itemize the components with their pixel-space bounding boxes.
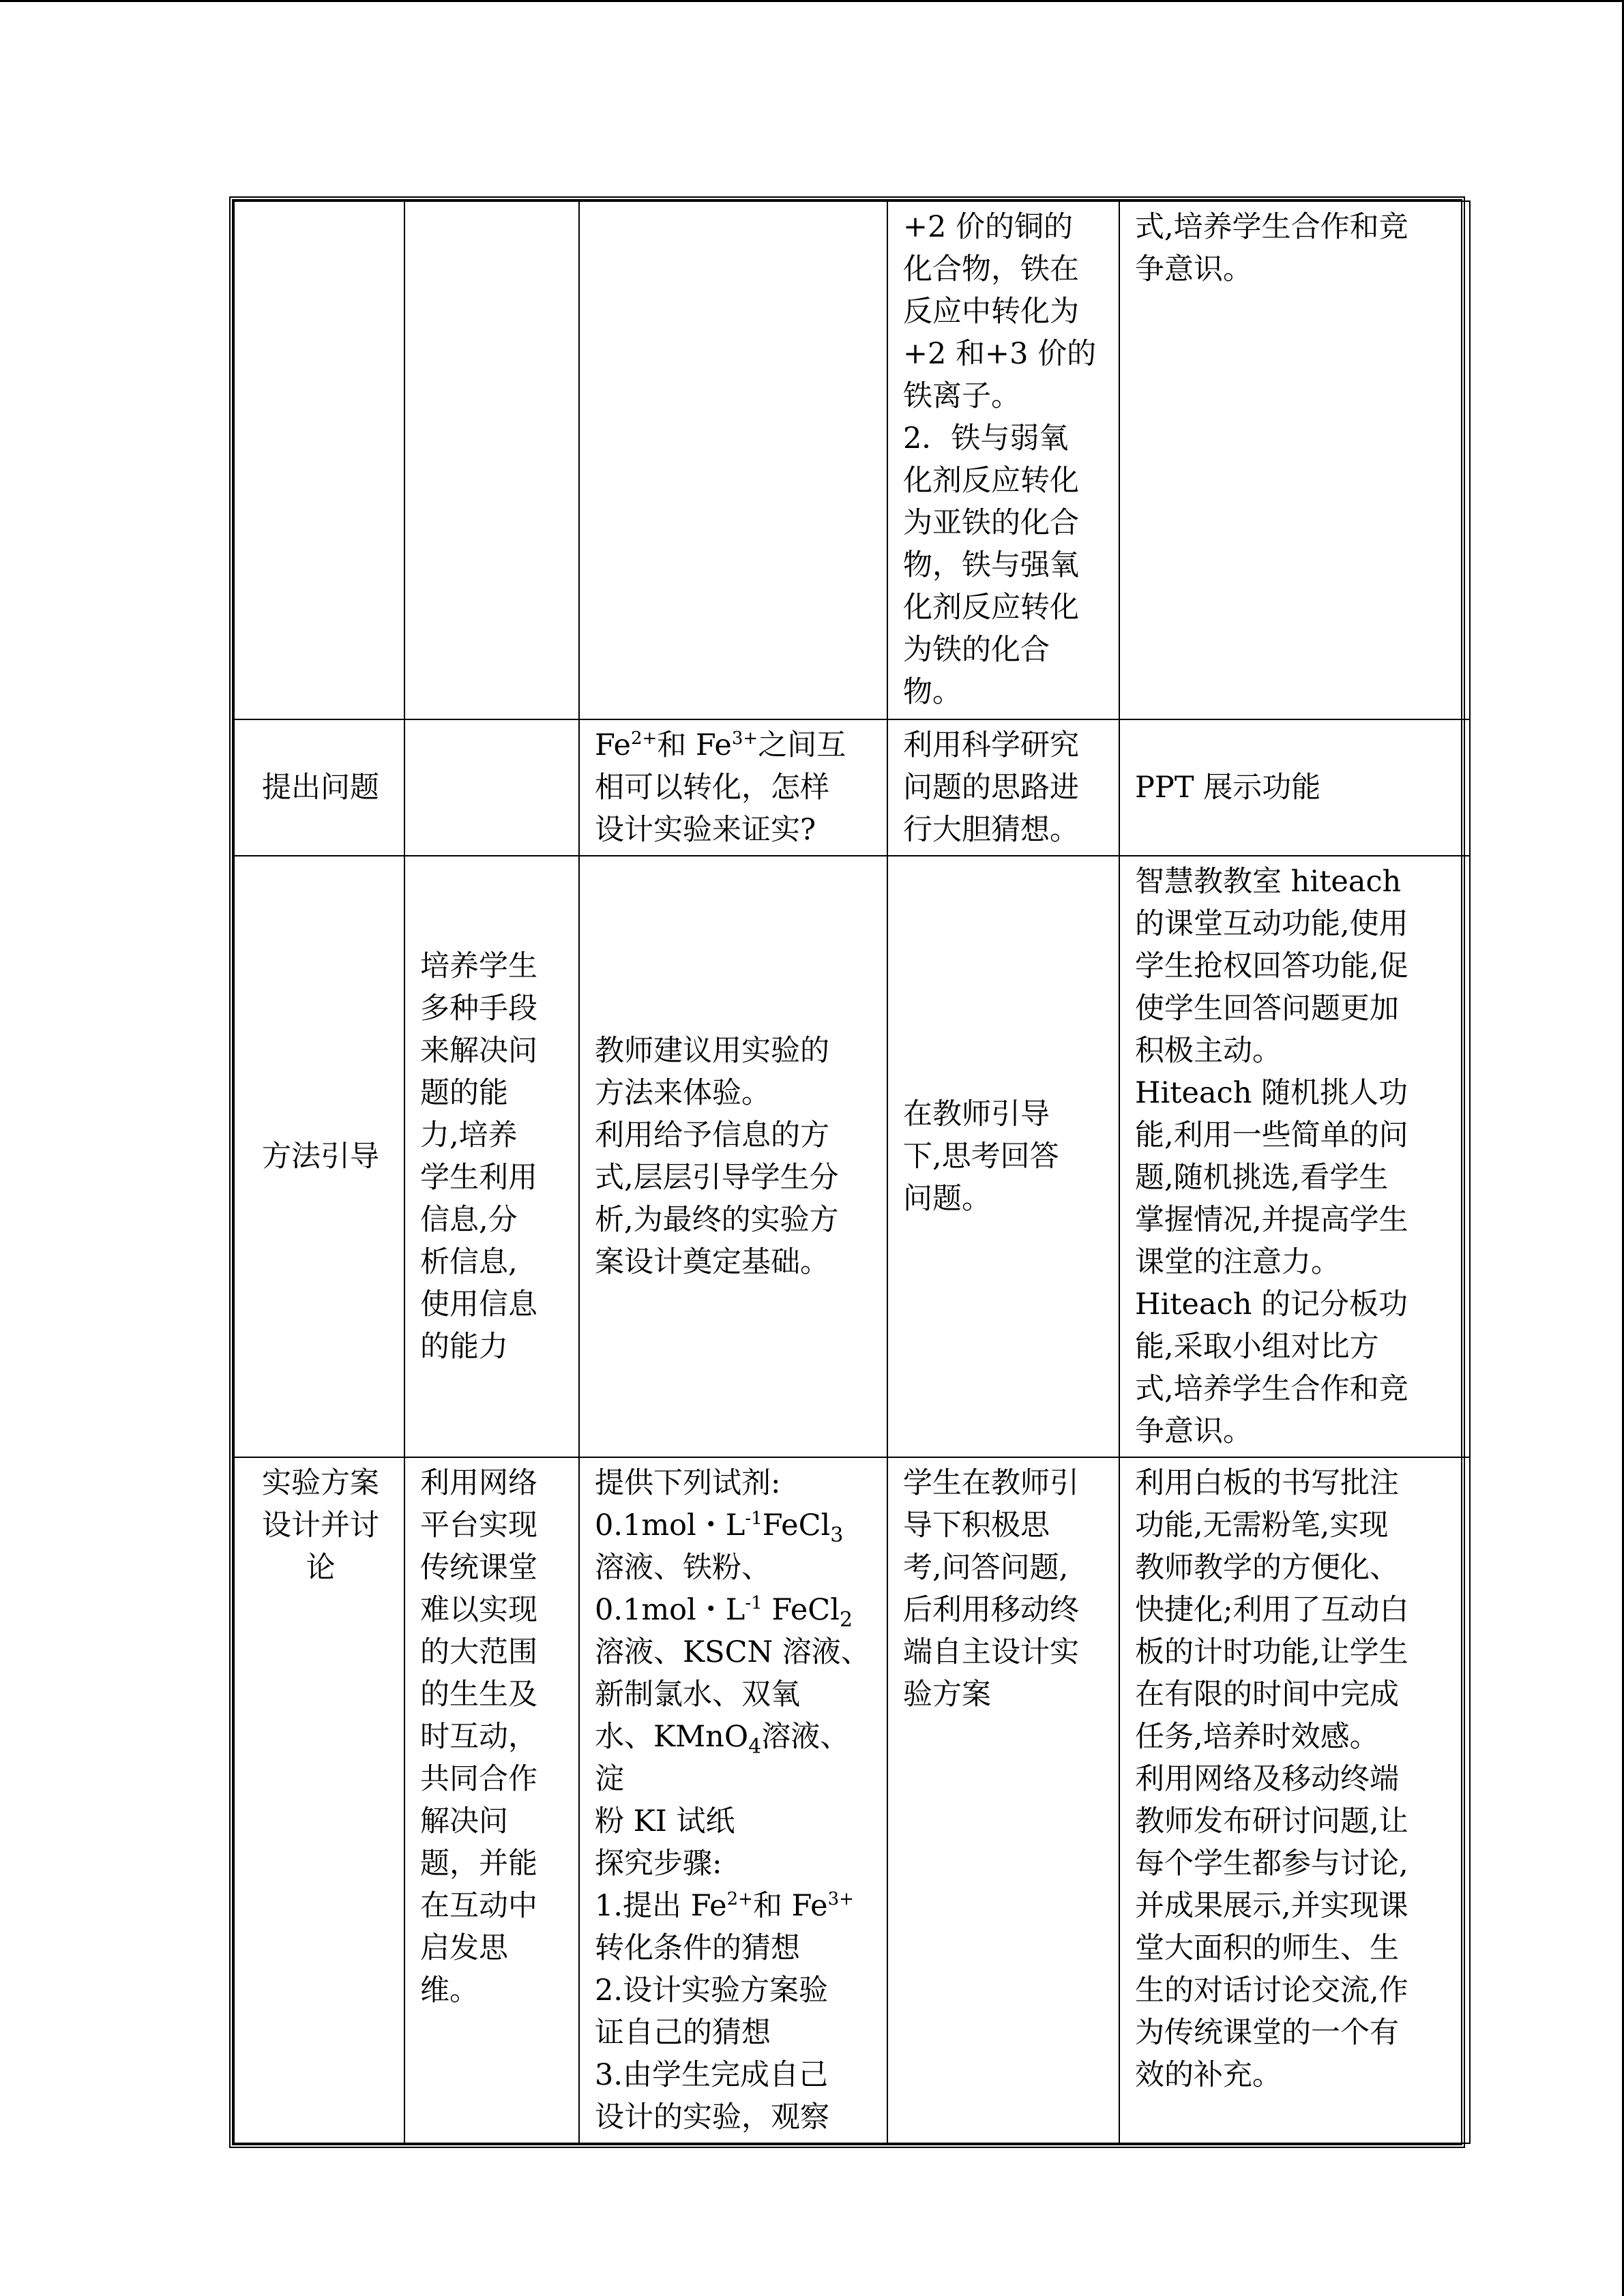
cell-goal — [404, 1457, 579, 2143]
text-line: 的大范围 — [420, 1635, 537, 1669]
text-line: 0.1mol・$L^{-1}FeCl_3$ — [595, 1508, 844, 1547]
text-line: 掌握情况,并提高学生 — [1135, 1203, 1408, 1237]
text-line: 在教师引导 — [903, 1097, 1050, 1131]
text-line: 析信息, — [420, 1245, 518, 1279]
text-line: 利用科学研究 — [903, 728, 1079, 762]
text-line: 设计的实验，观察 — [595, 2100, 829, 2134]
text-line: PPT 展示功能 — [1135, 771, 1321, 805]
text-line: 问题的思路进 — [903, 771, 1079, 805]
text-line: 2.设计实验方案验 — [595, 1973, 829, 2008]
cell-goal — [404, 856, 579, 1457]
text-line: 启发思 — [420, 1931, 508, 1965]
text-line: 能,利用一些简单的问 — [1135, 1118, 1408, 1152]
table-row — [234, 1457, 1470, 2143]
text-line: 2．铁与弱氧 — [903, 421, 1069, 456]
text-line: 物。 — [903, 675, 962, 709]
text-line: 在互动中 — [420, 1889, 537, 1923]
text-line: 式,培养学生合作和竞 — [1135, 210, 1408, 244]
text-line: 为铁的化合 — [903, 633, 1050, 667]
text-line: 化剂反应转化 — [903, 591, 1079, 625]
stage-label: 提出问题 — [262, 771, 379, 805]
text-line: 多种手段 — [420, 992, 537, 1026]
cell-teacher — [579, 1457, 887, 2143]
cell-student — [887, 856, 1119, 1457]
text-line: 难以实现 — [420, 1593, 537, 1627]
text-line: 导下积极思 — [903, 1508, 1050, 1542]
cell-teacher — [579, 719, 887, 856]
text-line: 任务,培养时效感。 — [1135, 1720, 1379, 1754]
text-line: 学生在教师引 — [903, 1466, 1079, 1500]
text-line: 验方案 — [903, 1678, 991, 1712]
text-line: 析,为最终的实验方 — [595, 1203, 839, 1237]
text-line: 效的补充。 — [1135, 2058, 1282, 2092]
text-line: 争意识。 — [1135, 252, 1252, 286]
text-line: 利用白板的书写批注 — [1135, 1466, 1399, 1500]
cell-student — [887, 1457, 1119, 2143]
table-row — [234, 856, 1470, 1457]
text-line: 提供下列试剂: — [595, 1466, 781, 1500]
text-line: 并成果展示,并实现课 — [1135, 1889, 1408, 1923]
page-top-border — [0, 0, 1624, 2]
text-line: 力,培养 — [420, 1118, 518, 1152]
text-line: 问题。 — [903, 1182, 991, 1216]
text-line: 题的能 — [420, 1076, 508, 1110]
text-line: 板的计时功能,让学生 — [1135, 1635, 1408, 1669]
text-line: 3.由学生完成自己 — [595, 2058, 829, 2092]
cell-teacher — [579, 201, 887, 719]
cell-student — [887, 719, 1119, 856]
text-line: 证自己的猜想 — [595, 2016, 771, 2050]
table-row — [234, 719, 1470, 856]
text-line: 的生生及 — [420, 1678, 537, 1712]
text-line: 为亚铁的化合 — [903, 506, 1079, 540]
text-line: 溶液、KSCN 溶液、 — [595, 1635, 870, 1669]
stage-label: 实验方案 — [262, 1466, 379, 1500]
text-line: 行大胆猜想。 — [903, 813, 1079, 847]
text-line: 生的对话讨论交流,作 — [1135, 1973, 1408, 2008]
text-line: 维。 — [420, 1973, 479, 2008]
text-line: 使用信息 — [420, 1287, 537, 1322]
text-line: 教师教学的方便化、 — [1135, 1551, 1399, 1585]
text-line: 信息,分 — [420, 1203, 518, 1237]
text-line: 水、KMnO$_4$溶液、淀 — [595, 1720, 850, 1796]
cell-tech — [1119, 201, 1470, 719]
text-line: 使学生回答问题更加 — [1135, 992, 1399, 1026]
text-line: +2 和+3 价的 — [903, 337, 1097, 371]
stage-label: 设计并讨 — [262, 1508, 379, 1542]
text-line: 教师建议用实验的 — [595, 1034, 829, 1068]
text-line: 解决问 — [420, 1804, 508, 1838]
text-line: 平台实现 — [420, 1508, 537, 1542]
cell-stage — [234, 856, 404, 1457]
text-line: 端自主设计实 — [903, 1635, 1079, 1669]
text-line: 1.提出 $Fe^{2+}$和 $Fe^{3+}$ — [595, 1889, 854, 1923]
text-line: 案设计奠定基础。 — [595, 1245, 829, 1279]
text-line: 探究步骤: — [595, 1847, 722, 1881]
text-line: 利用网络 — [420, 1466, 537, 1500]
cell-goal — [404, 719, 579, 856]
cell-tech — [1119, 719, 1470, 856]
text-line: 利用网络及移动终端 — [1135, 1762, 1399, 1796]
text-line: 式,培养学生合作和竞 — [1135, 1372, 1408, 1406]
text-line: 新制氯水、双氧 — [595, 1678, 800, 1712]
text-line: 学生抢权回答功能,促 — [1135, 949, 1408, 983]
text-line: 利用给予信息的方 — [595, 1118, 829, 1152]
stage-label: 方法引导 — [262, 1139, 379, 1174]
text-line: 教师发布研讨问题,让 — [1135, 1804, 1408, 1838]
text-line: 的课堂互动功能,使用 — [1135, 907, 1408, 941]
text-line: 相可以转化，怎样 — [595, 771, 829, 805]
text-line: 能,采取小组对比方 — [1135, 1330, 1379, 1364]
text-line: 式,层层引导学生分 — [595, 1161, 839, 1195]
text-line: 快捷化;利用了互动白 — [1135, 1593, 1409, 1627]
text-line: 堂大面积的师生、生 — [1135, 1931, 1399, 1965]
text-line: 转化条件的猜想 — [595, 1931, 800, 1965]
text-line: 争意识。 — [1135, 1414, 1252, 1448]
cell-tech — [1119, 856, 1470, 1457]
text-line: Hiteach 随机挑人功 — [1135, 1076, 1408, 1110]
text-line: 下,思考回答 — [903, 1139, 1059, 1174]
cell-goal — [404, 201, 579, 719]
text-line: 功能,无需粉笔,实现 — [1135, 1508, 1389, 1542]
text-line: 铁离子。 — [903, 379, 1020, 413]
cell-teacher — [579, 856, 887, 1457]
text-line: 物，铁与强氧 — [903, 548, 1079, 582]
stage-label: 论 — [306, 1551, 336, 1585]
text-line: 共同合作 — [420, 1762, 537, 1796]
cell-tech — [1119, 1457, 1470, 2143]
text-line: 题,随机挑选,看学生 — [1135, 1161, 1389, 1195]
text-line: 0.1mol・$L^{-1}$ FeCl$_2$ — [595, 1593, 853, 1632]
text-line: 在有限的时间中完成 — [1135, 1678, 1399, 1712]
text-line: 为传统课堂的一个有 — [1135, 2016, 1399, 2050]
cell-student — [887, 201, 1119, 719]
text-line: 方法来体验。 — [595, 1076, 771, 1110]
text-line: 后利用移动终 — [903, 1593, 1079, 1627]
table-row — [234, 201, 1470, 719]
text-line: 题，并能 — [420, 1847, 537, 1881]
text-line: 化剂反应转化 — [903, 464, 1079, 498]
text-line: 的能力 — [420, 1330, 508, 1364]
text-line: 学生利用 — [420, 1161, 537, 1195]
text-line: 智慧教教室 hiteach — [1135, 865, 1402, 899]
text-line: 粉 KI 试纸 — [595, 1804, 735, 1838]
text-line: 每个学生都参与讨论, — [1135, 1847, 1408, 1881]
text-line: 溶液、铁粉、 — [595, 1551, 771, 1585]
cell-stage — [234, 1457, 404, 2143]
text-line: 化合物，铁在 — [903, 252, 1079, 286]
text-line: 考,问答问题, — [903, 1551, 1069, 1585]
cell-stage — [234, 719, 404, 856]
text-line: 积极主动。 — [1135, 1034, 1282, 1068]
text-line: 反应中转化为 — [903, 295, 1079, 329]
text-line: 培养学生 — [420, 949, 537, 983]
text-line: 来解决问 — [420, 1034, 537, 1068]
text-line: 时互动， — [420, 1720, 537, 1754]
lesson-plan-table — [229, 196, 1465, 2148]
text-line: Hiteach 的记分板功 — [1135, 1287, 1408, 1322]
text-line: +2 价的铜的 — [903, 210, 1074, 244]
cell-stage — [234, 201, 404, 719]
text-line: 课堂的注意力。 — [1135, 1245, 1340, 1279]
text-line: 传统课堂 — [420, 1551, 537, 1585]
text-line: $Fe^{2+}$和 $Fe^{3+}$之间互 — [595, 728, 846, 762]
text-line: 设计实验来证实? — [595, 813, 816, 847]
